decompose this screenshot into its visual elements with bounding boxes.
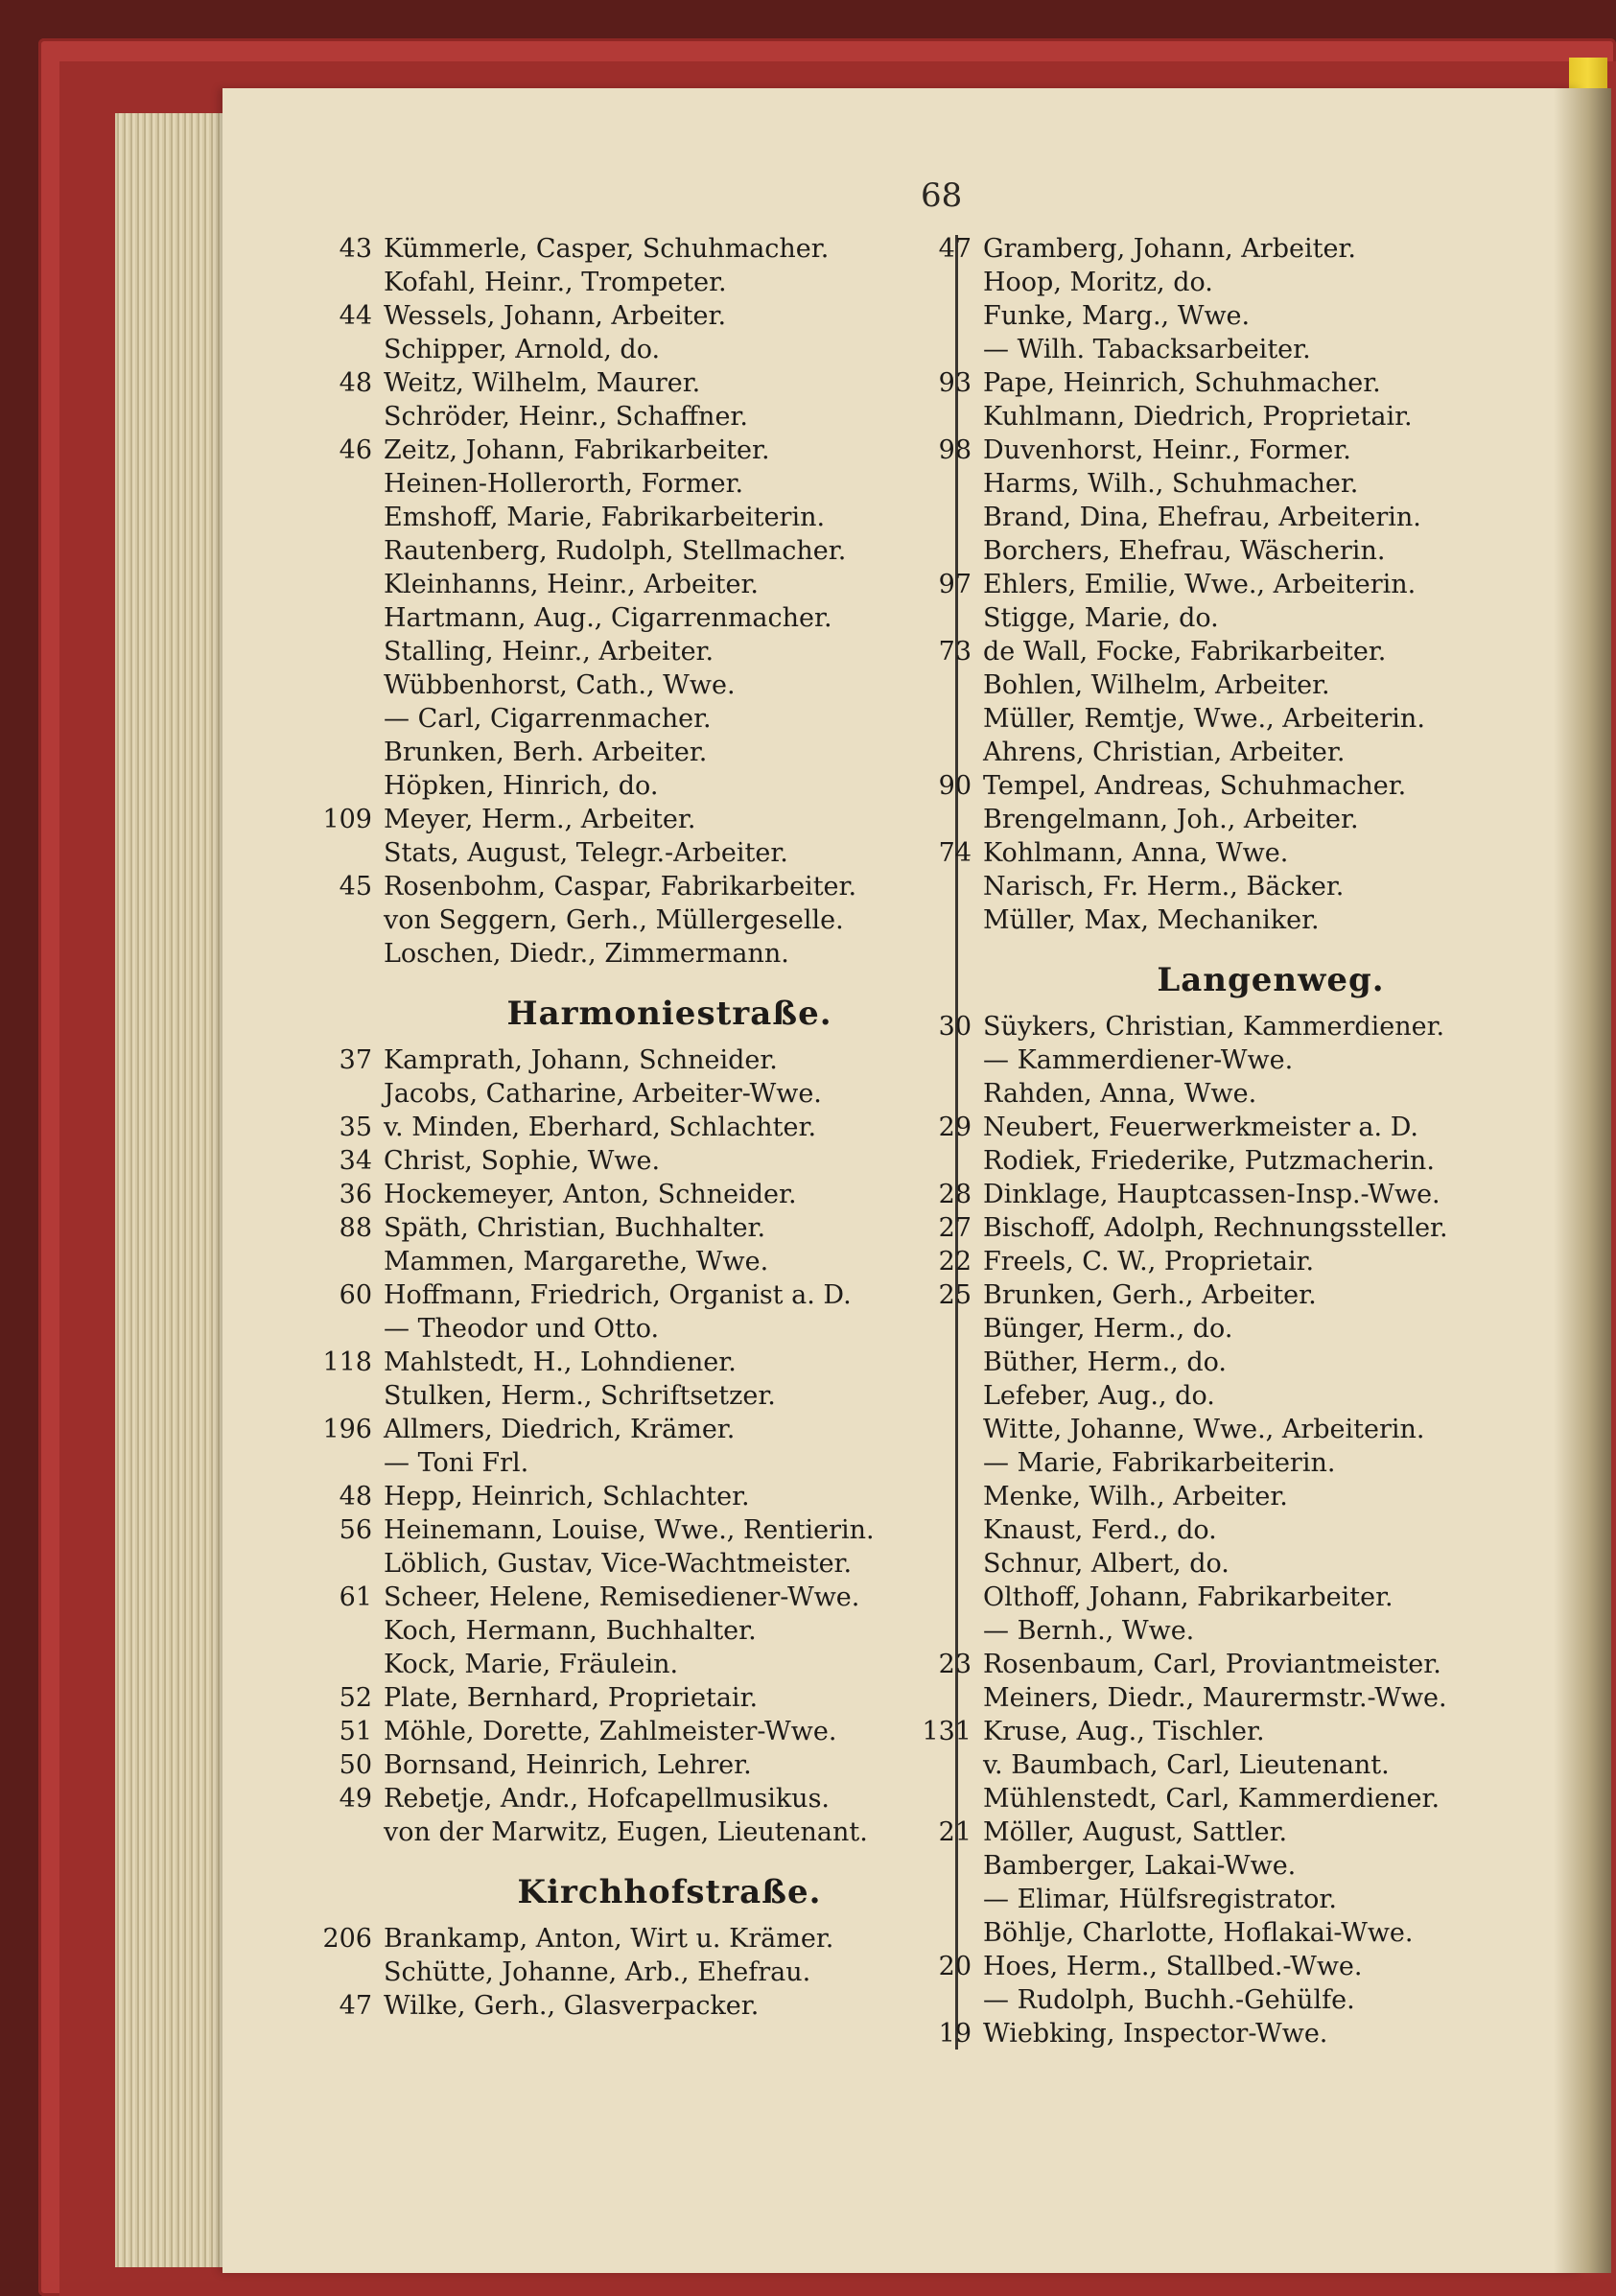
resident-entry: Hoes, Herm., Stallbed.-Wwe. (983, 1952, 1363, 1981)
directory-entry (384, 1816, 955, 1849)
directory-entry (938, 1816, 1558, 1849)
resident-entry: Mammen, Margarethe, Wwe. (384, 1247, 769, 1277)
directory-entry (938, 1950, 1558, 1983)
directory-entry (983, 1413, 1558, 1446)
resident-entry: v. Minden, Eberhard, Schlachter. (384, 1113, 817, 1142)
resident-entry: Hartmann, Aug., Cigarrenmacher. (384, 603, 832, 633)
house-number: 118 (322, 1347, 372, 1377)
house-number: 90 (938, 771, 972, 801)
house-number: 61 (339, 1582, 372, 1612)
resident-entry: Bamberger, Lakai-Wwe. (983, 1851, 1297, 1881)
resident-entry: — Carl, Cigarrenmacher. (384, 704, 712, 734)
right-section-2 (922, 1010, 1558, 2050)
resident-entry: Tempel, Andreas, Schuhmacher. (983, 771, 1407, 801)
resident-entry: Loschen, Diedr., Zimmermann. (384, 939, 789, 969)
directory-entry (384, 1446, 955, 1480)
directory-entry (322, 1413, 955, 1446)
resident-entry: Hepp, Heinrich, Schlachter. (384, 1482, 750, 1511)
directory-entry (983, 803, 1558, 836)
resident-entry: Hoop, Moritz, do. (983, 268, 1213, 297)
directory-entry (339, 433, 955, 467)
resident-entry: Gramberg, Johann, Arbeiter. (983, 234, 1356, 264)
resident-entry: Kümmerle, Casper, Schuhmacher. (384, 234, 830, 264)
resident-entry: — Marie, Fabrikarbeiterin. (983, 1448, 1336, 1478)
directory-entry (384, 1245, 955, 1278)
directory-entry (983, 1043, 1558, 1077)
directory-entry (983, 870, 1558, 903)
directory-entry (983, 299, 1558, 333)
section-heading-harmoniestrasse: Harmoniestraße. (506, 995, 832, 1033)
resident-entry: Hockemeyer, Anton, Schneider. (384, 1180, 797, 1209)
resident-entry: Scheer, Helene, Remisediener-Wwe. (384, 1582, 860, 1612)
resident-entry: Narisch, Fr. Herm., Bäcker. (983, 872, 1345, 902)
directory-entry (938, 1010, 1558, 1043)
resident-entry: Duvenhorst, Heinr., Former. (983, 435, 1351, 465)
resident-entry: von Seggern, Gerh., Müllergeselle. (384, 905, 844, 935)
resident-entry: Süykers, Christian, Kammerdiener. (983, 1012, 1445, 1042)
directory-entry (938, 769, 1558, 803)
left-column (322, 232, 955, 2023)
resident-entry: Mahlstedt, H., Lohndiener. (384, 1347, 737, 1377)
directory-entry (384, 1312, 955, 1346)
resident-entry: Christ, Sophie, Wwe. (384, 1146, 661, 1176)
directory-entry (384, 702, 955, 736)
directory-entry (983, 1346, 1558, 1379)
resident-entry: Müller, Remtje, Wwe., Arbeiterin. (983, 704, 1425, 734)
directory-entry (384, 333, 955, 366)
directory-entry (339, 1480, 955, 1513)
house-number: 44 (339, 301, 372, 331)
resident-entry: Büther, Herm., do. (983, 1347, 1227, 1377)
house-number: 206 (322, 1924, 372, 1954)
resident-entry: Stulken, Herm., Schriftsetzer. (384, 1381, 776, 1411)
directory-entry (938, 836, 1558, 870)
directory-entry (384, 467, 955, 501)
house-number: 73 (938, 637, 972, 667)
directory-entry (938, 568, 1558, 601)
house-number: 109 (322, 805, 372, 834)
directory-entry (983, 1581, 1558, 1614)
resident-entry: Müller, Max, Mechaniker. (983, 905, 1320, 935)
house-number: 98 (938, 435, 972, 465)
resident-entry: Stalling, Heinr., Arbeiter. (384, 637, 714, 667)
resident-entry: Stigge, Marie, do. (983, 603, 1219, 633)
house-number: 25 (938, 1280, 972, 1310)
house-number: 60 (339, 1280, 372, 1310)
directory-entry (339, 232, 955, 266)
page-gutter (1554, 88, 1611, 2273)
house-number: 30 (938, 1012, 972, 1042)
resident-entry: Mühlenstedt, Carl, Kammerdiener. (983, 1784, 1440, 1814)
directory-entry (322, 803, 955, 836)
directory-entry (983, 1446, 1558, 1480)
page-number: 68 (921, 176, 963, 215)
resident-entry: Heinen-Hollerorth, Former. (384, 469, 744, 499)
house-number: 74 (938, 838, 972, 868)
directory-entry (983, 266, 1558, 299)
resident-entry: Kuhlmann, Diedrich, Proprietair. (983, 402, 1413, 432)
house-number: 47 (938, 234, 972, 264)
directory-entry (384, 266, 955, 299)
resident-entry: Kofahl, Heinr., Trompeter. (384, 268, 727, 297)
resident-entry: Ahrens, Christian, Arbeiter. (983, 738, 1346, 767)
directory-entry (384, 501, 955, 534)
resident-entry: Freels, C. W., Proprietair. (983, 1247, 1315, 1277)
directory-entry (339, 1178, 955, 1211)
house-number: 36 (339, 1180, 372, 1209)
house-number: 93 (938, 368, 972, 398)
directory-entry (983, 1614, 1558, 1648)
resident-entry: Lefeber, Aug., do. (983, 1381, 1215, 1411)
directory-entry (983, 903, 1558, 937)
directory-entry (339, 1513, 955, 1547)
directory-entry (938, 232, 1558, 266)
house-number: 49 (339, 1784, 372, 1814)
left-section-1 (322, 232, 955, 971)
directory-entry (938, 1648, 1558, 1681)
directory-entry (384, 400, 955, 433)
resident-entry: Späth, Christian, Buchhalter. (384, 1213, 766, 1243)
directory-entry (339, 1581, 955, 1614)
house-number: 47 (339, 1991, 372, 2021)
resident-entry: Meiners, Diedr., Maurermstr.-Wwe. (983, 1683, 1447, 1713)
directory-entry (938, 1245, 1558, 1278)
resident-entry: Kock, Marie, Fräulein. (384, 1650, 679, 1679)
directory-entry (322, 1346, 955, 1379)
resident-entry: — Rudolph, Buchh.-Gehülfe. (983, 1985, 1355, 2015)
directory-entry (339, 1782, 955, 1816)
directory-entry (983, 668, 1558, 702)
directory-entry (938, 1211, 1558, 1245)
directory-entry (938, 1178, 1558, 1211)
directory-entry (384, 635, 955, 668)
directory-entry (938, 1278, 1558, 1312)
resident-entry: Rosenbaum, Carl, Proviantmeister. (983, 1650, 1441, 1679)
house-number: 27 (938, 1213, 972, 1243)
directory-entry (983, 333, 1558, 366)
resident-entry: — Bernh., Wwe. (983, 1616, 1195, 1646)
resident-entry: Olthoff, Johann, Fabrikarbeiter. (983, 1582, 1394, 1612)
resident-entry: Hoffmann, Friedrich, Organist a. D. (384, 1280, 852, 1310)
resident-entry: Pape, Heinrich, Schuhmacher. (983, 368, 1381, 398)
directory-entry (983, 1480, 1558, 1513)
resident-entry: Neubert, Feuerwerkmeister a. D. (983, 1113, 1418, 1142)
resident-entry: Schnur, Albert, do. (983, 1549, 1230, 1579)
resident-entry: Brengelmann, Joh., Arbeiter. (983, 805, 1359, 834)
resident-entry: Brand, Dina, Ehefrau, Arbeiterin. (983, 503, 1421, 532)
house-number: 131 (922, 1717, 972, 1746)
directory-entry (339, 1111, 955, 1144)
directory-entry (384, 769, 955, 803)
directory-entry (384, 568, 955, 601)
directory-entry (983, 736, 1558, 769)
resident-entry: Wilke, Gerh., Glasverpacker. (384, 1991, 760, 2021)
directory-entry (983, 702, 1558, 736)
left-section-3 (322, 1922, 955, 2023)
house-number: 35 (339, 1113, 372, 1142)
directory-entry (339, 1681, 955, 1715)
house-number: 21 (938, 1817, 972, 1847)
resident-entry: — Kammerdiener-Wwe. (983, 1045, 1294, 1075)
resident-entry: Bünger, Herm., do. (983, 1314, 1233, 1344)
resident-entry: Kleinhanns, Heinr., Arbeiter. (384, 570, 759, 599)
directory-entry (322, 1922, 955, 1956)
directory-entry (384, 1956, 955, 1989)
directory-entry (384, 1077, 955, 1111)
resident-entry: Witte, Johanne, Wwe., Arbeiterin. (983, 1415, 1425, 1444)
house-number: 34 (339, 1146, 372, 1176)
directory-entry (384, 836, 955, 870)
directory-entry (983, 534, 1558, 568)
resident-entry: Schütte, Johanne, Arb., Ehefrau. (384, 1957, 811, 1987)
resident-entry: Rebetje, Andr., Hofcapellmusikus. (384, 1784, 831, 1814)
resident-entry: Weitz, Wilhelm, Maurer. (384, 368, 701, 398)
directory-entry (983, 1748, 1558, 1782)
resident-entry: — Wilh. Tabacksarbeiter. (983, 335, 1311, 364)
house-number: 88 (339, 1213, 372, 1243)
directory-entry (384, 534, 955, 568)
resident-entry: Kohlmann, Anna, Wwe. (983, 838, 1289, 868)
directory-entry (983, 1849, 1558, 1883)
house-number: 28 (938, 1180, 972, 1209)
house-number: 22 (938, 1247, 972, 1277)
directory-entry (384, 1379, 955, 1413)
section-heading-kirchhofstrasse: Kirchhofstraße. (517, 1873, 822, 1911)
page-edges (115, 113, 240, 2267)
directory-entry (339, 299, 955, 333)
directory-entry (339, 1715, 955, 1748)
directory-entry (384, 601, 955, 635)
resident-entry: Knaust, Ferd., do. (983, 1515, 1217, 1545)
resident-entry: Plate, Bernhard, Proprietair. (384, 1683, 759, 1713)
directory-entry (938, 1111, 1558, 1144)
right-column (922, 232, 1558, 2050)
directory-entry (384, 668, 955, 702)
resident-entry: Dinklage, Hauptcassen-Insp.-Wwe. (983, 1180, 1440, 1209)
resident-entry: Jacobs, Catharine, Arbeiter-Wwe. (384, 1079, 822, 1109)
house-number: 56 (339, 1515, 372, 1545)
resident-entry: Böhlje, Charlotte, Hoflakai-Wwe. (983, 1918, 1414, 1948)
resident-entry: Zeitz, Johann, Fabrikarbeiter. (384, 435, 770, 465)
house-number: 51 (339, 1717, 372, 1746)
resident-entry: Rahden, Anna, Wwe. (983, 1079, 1257, 1109)
resident-entry: Möhle, Dorette, Zahlmeister-Wwe. (384, 1717, 837, 1746)
directory-entry (384, 937, 955, 971)
directory-entry (339, 1989, 955, 2023)
house-number: 37 (339, 1045, 372, 1075)
directory-entry (983, 501, 1558, 534)
right-section-1 (938, 232, 1558, 937)
resident-entry: Allmers, Diedrich, Krämer. (384, 1415, 736, 1444)
resident-entry: — Elimar, Hülfsregistrator. (983, 1885, 1337, 1914)
house-number: 52 (339, 1683, 372, 1713)
directory-entry (983, 1144, 1558, 1178)
house-number: 196 (322, 1415, 372, 1444)
house-number: 23 (938, 1650, 972, 1679)
resident-entry: Löblich, Gustav, Vice-Wachtmeister. (384, 1549, 853, 1579)
left-section-2 (322, 1043, 955, 1849)
directory-entry (983, 1077, 1558, 1111)
directory-entry (983, 1883, 1558, 1916)
directory-entry (339, 1748, 955, 1782)
directory-entry (339, 1278, 955, 1312)
resident-entry: Wiebking, Inspector-Wwe. (983, 2019, 1328, 2049)
resident-entry: Brunken, Berh. Arbeiter. (384, 738, 708, 767)
resident-entry: Emshoff, Marie, Fabrikarbeiterin. (384, 503, 826, 532)
resident-entry: Rautenberg, Rudolph, Stellmacher. (384, 536, 847, 566)
resident-entry: Kamprath, Johann, Schneider. (384, 1045, 778, 1075)
directory-entry (384, 1614, 955, 1648)
house-number: 19 (938, 2019, 972, 2049)
directory-entry (938, 635, 1558, 668)
resident-entry: v. Baumbach, Carl, Lieutenant. (983, 1750, 1390, 1780)
resident-entry: Bornsand, Heinrich, Lehrer. (384, 1750, 752, 1780)
house-number: 46 (339, 435, 372, 465)
directory-entry (983, 1681, 1558, 1715)
resident-entry: — Theodor und Otto. (384, 1314, 660, 1344)
directory-entry (983, 1547, 1558, 1581)
directory-entry (983, 1782, 1558, 1816)
directory-entry (983, 1916, 1558, 1950)
directory-entry (983, 1983, 1558, 2017)
directory-entry (384, 1648, 955, 1681)
directory-entry (339, 1211, 955, 1245)
directory-entry (983, 1379, 1558, 1413)
resident-entry: Höpken, Hinrich, do. (384, 771, 659, 801)
directory-entry (339, 1144, 955, 1178)
directory-entry (384, 903, 955, 937)
directory-entry (339, 366, 955, 400)
resident-entry: Borchers, Ehefrau, Wäscherin. (983, 536, 1386, 566)
directory-entry (983, 1513, 1558, 1547)
house-number: 43 (339, 234, 372, 264)
directory-entry (938, 366, 1558, 400)
house-number: 48 (339, 368, 372, 398)
directory-entry (983, 400, 1558, 433)
resident-entry: Möller, August, Sattler. (983, 1817, 1288, 1847)
directory-entry (339, 870, 955, 903)
directory-entry (938, 2017, 1558, 2050)
house-number: 29 (938, 1113, 972, 1142)
resident-entry: Koch, Hermann, Buchhalter. (384, 1616, 757, 1646)
resident-entry: von der Marwitz, Eugen, Lieutenant. (384, 1817, 868, 1847)
resident-entry: Schipper, Arnold, do. (384, 335, 661, 364)
resident-entry: Harms, Wilh., Schuhmacher. (983, 469, 1359, 499)
directory-entry (384, 1547, 955, 1581)
directory-entry (384, 736, 955, 769)
resident-entry: Funke, Marg., Wwe. (983, 301, 1251, 331)
resident-entry: Meyer, Herm., Arbeiter. (384, 805, 696, 834)
house-number: 50 (339, 1750, 372, 1780)
resident-entry: Brankamp, Anton, Wirt u. Krämer. (384, 1924, 834, 1954)
section-heading-langenweg: Langenweg. (1157, 961, 1385, 999)
house-number: 97 (938, 570, 972, 599)
directory-entry (983, 601, 1558, 635)
resident-entry: Rodiek, Friederike, Putzmacherin. (983, 1146, 1435, 1176)
house-number: 45 (339, 872, 372, 902)
directory-entry (339, 1043, 955, 1077)
resident-entry: Rosenbohm, Caspar, Fabrikarbeiter. (384, 872, 857, 902)
resident-entry: Stats, August, Telegr.-Arbeiter. (384, 838, 788, 868)
resident-entry: de Wall, Focke, Fabrikarbeiter. (983, 637, 1387, 667)
resident-entry: — Toni Frl. (384, 1448, 529, 1478)
directory-entry (922, 1715, 1558, 1748)
house-number: 20 (938, 1952, 972, 1981)
directory-entry (938, 433, 1558, 467)
resident-entry: Schröder, Heinr., Schaffner. (384, 402, 748, 432)
directory-entry (983, 467, 1558, 501)
resident-entry: Bohlen, Wilhelm, Arbeiter. (983, 670, 1330, 700)
resident-entry: Wessels, Johann, Arbeiter. (384, 301, 727, 331)
house-number: 48 (339, 1482, 372, 1511)
resident-entry: Menke, Wilh., Arbeiter. (983, 1482, 1288, 1511)
resident-entry: Bischoff, Adolph, Rechnungssteller. (983, 1213, 1448, 1243)
resident-entry: Wübbenhorst, Cath., Wwe. (384, 670, 736, 700)
resident-entry: Heinemann, Louise, Wwe., Rentierin. (384, 1515, 875, 1545)
directory-entry (983, 1312, 1558, 1346)
resident-entry: Brunken, Gerh., Arbeiter. (983, 1280, 1317, 1310)
resident-entry: Kruse, Aug., Tischler. (983, 1717, 1265, 1746)
resident-entry: Ehlers, Emilie, Wwe., Arbeiterin. (983, 570, 1417, 599)
